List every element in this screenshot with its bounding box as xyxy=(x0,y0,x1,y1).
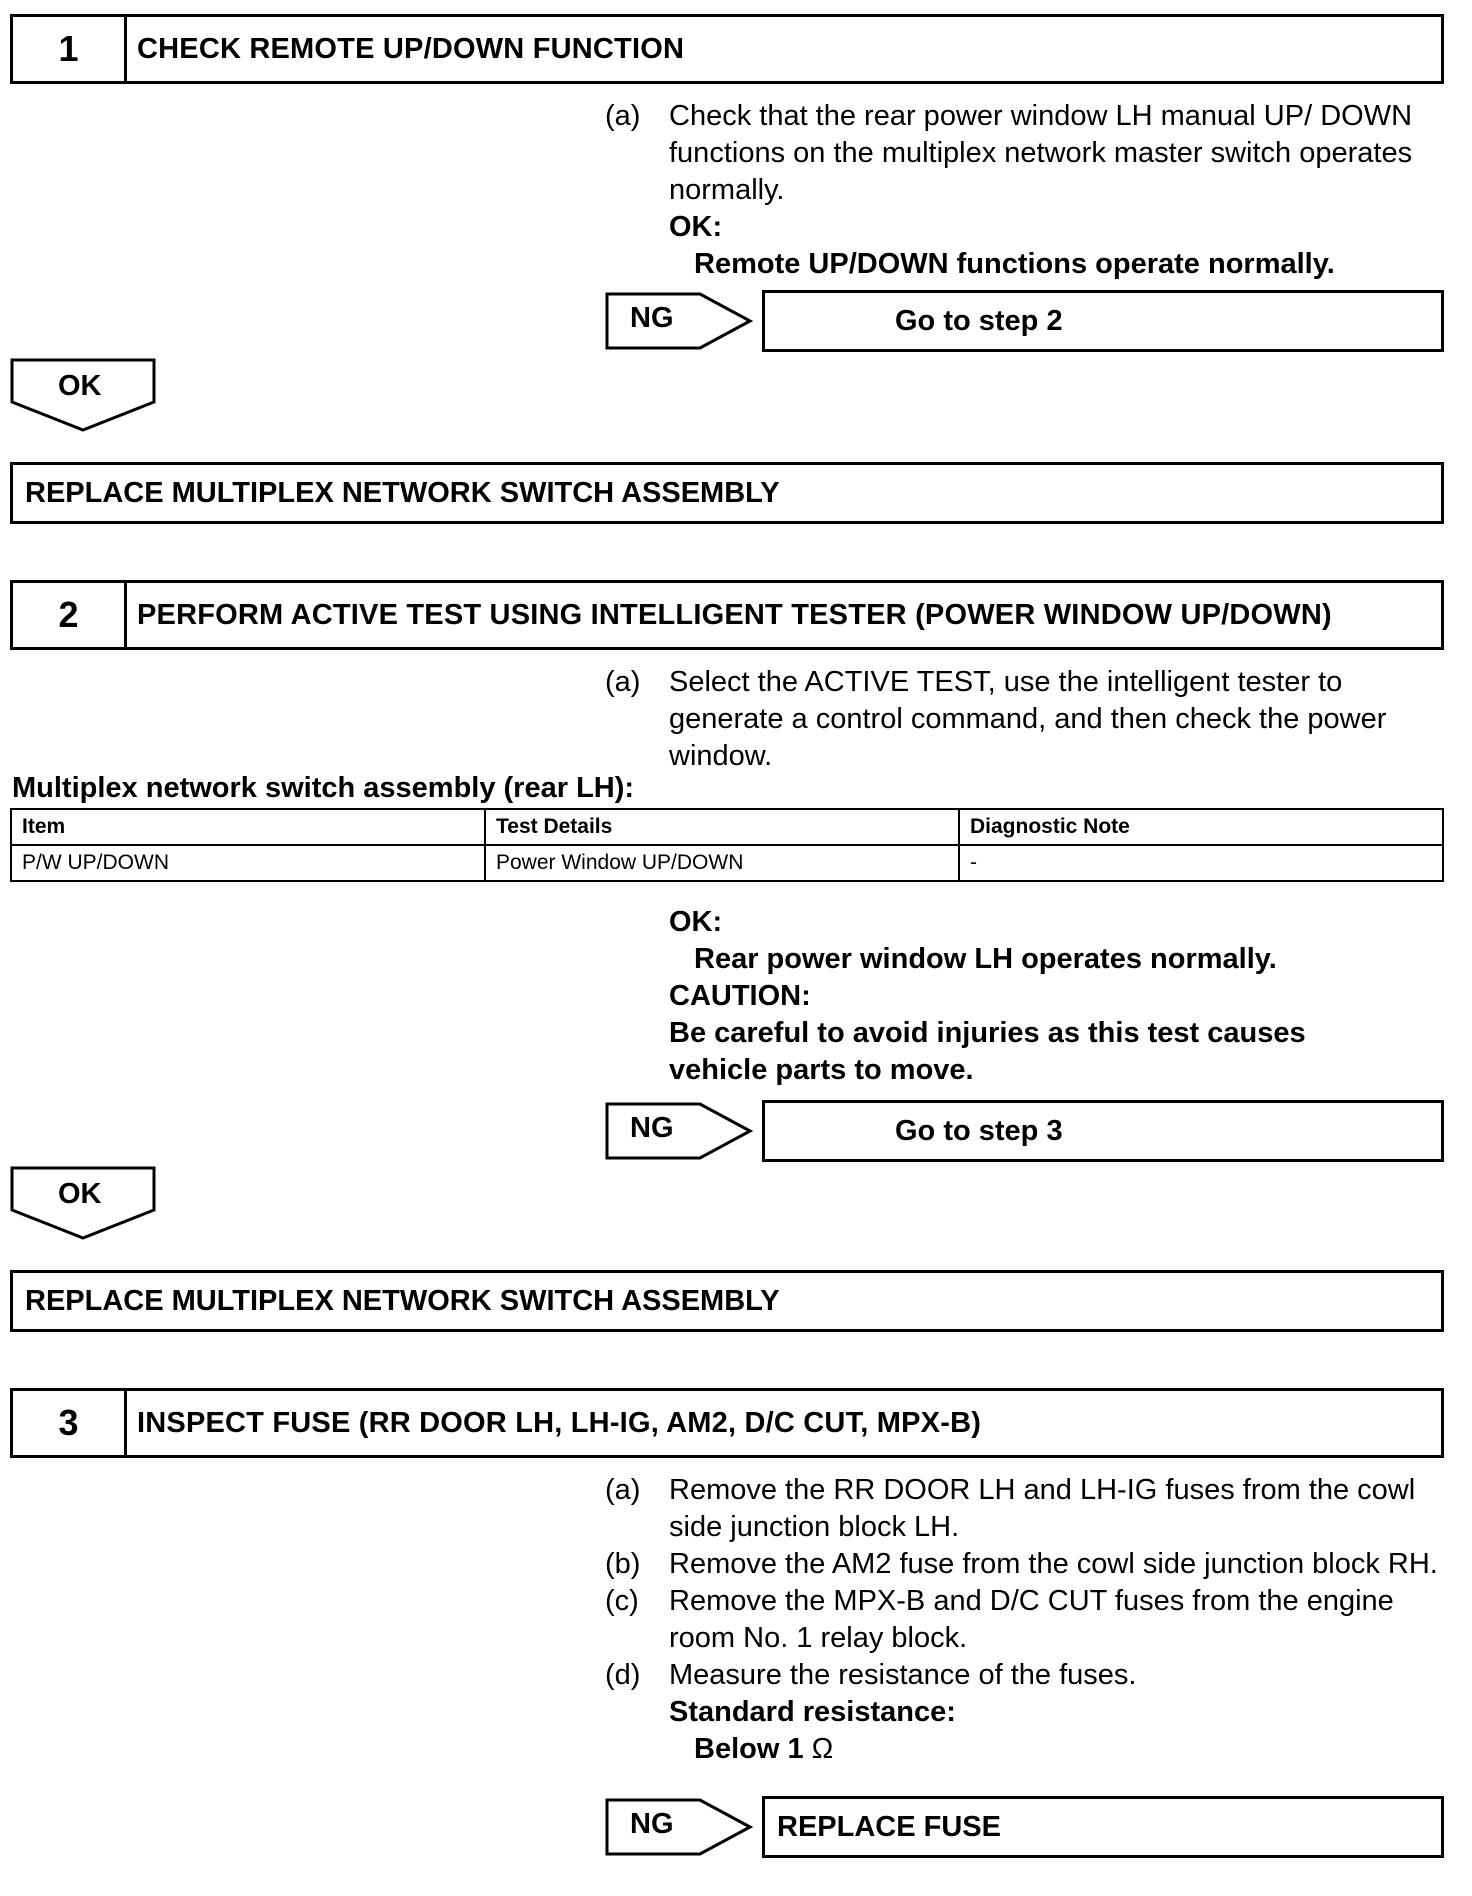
instruction-text: Remove the MPX-B and D/C CUT fuses from the engine room No. 1 relay block. xyxy=(669,1585,1394,1654)
caution-text: Be careful to avoid injuries as this test causes vehicle parts to move. xyxy=(669,1017,1306,1086)
ng-arrow-shape xyxy=(605,292,753,350)
standard-value: Below 1 xyxy=(694,1733,804,1765)
table-cell: Power Window UP/DOWN xyxy=(485,845,959,881)
caution-label: CAUTION: xyxy=(669,980,811,1012)
step-number: 2 xyxy=(13,583,127,647)
ng-label: NG xyxy=(630,302,674,334)
result-box: REPLACE MULTIPLEX NETWORK SWITCH ASSEMBLY xyxy=(10,462,1444,524)
table-header-cell: Diagnostic Note xyxy=(959,809,1443,845)
instruction-item xyxy=(605,1657,1445,1694)
ok-arrow xyxy=(10,358,156,432)
instruction-item xyxy=(605,1546,1445,1583)
table-row xyxy=(11,845,1443,881)
step-number: 1 xyxy=(13,17,127,81)
instruction-item xyxy=(605,1583,1445,1657)
step-2-results xyxy=(605,904,1445,1089)
instruction-marker: (a) xyxy=(605,666,641,698)
ok-arrow xyxy=(10,1166,156,1240)
ng-label: NG xyxy=(630,1112,674,1144)
instruction-marker: (c) xyxy=(605,1585,639,1617)
step-1-instructions xyxy=(605,98,1445,283)
step-3-instructions xyxy=(605,1472,1445,1768)
step-title: INSPECT FUSE (RR DOOR LH, LH-IG, AM2, D/C CUT, MPX-B) xyxy=(137,1406,982,1439)
table-cell: - xyxy=(959,845,1443,881)
step-2-header xyxy=(10,580,1444,650)
instruction-item xyxy=(605,1472,1445,1546)
standard-label: Standard resistance: xyxy=(669,1696,956,1728)
instruction-text: Measure the resistance of the fuses. xyxy=(669,1659,1137,1691)
instruction-marker: (d) xyxy=(605,1659,641,1691)
step-title: PERFORM ACTIVE TEST USING INTELLIGENT TESTER (POWER WINDOW UP/DOWN) xyxy=(137,598,1332,631)
instruction-text: Remove the RR DOOR LH and LH-IG fuses from the cowl side junction block LH. xyxy=(669,1474,1416,1543)
ng-arrow xyxy=(605,1798,753,1856)
ohm-unit: Ω xyxy=(811,1733,834,1765)
result-box: REPLACE MULTIPLEX NETWORK SWITCH ASSEMBLY xyxy=(10,1270,1444,1332)
step-1-header xyxy=(10,14,1444,84)
standard-value-line xyxy=(605,1731,1445,1768)
ng-arrow xyxy=(605,292,753,350)
ng-target-box: Go to step 2 xyxy=(762,290,1444,352)
ok-criteria-label: OK: xyxy=(669,906,723,938)
instruction-marker: (a) xyxy=(605,100,641,132)
instruction-marker: (b) xyxy=(605,1548,641,1580)
ng-label: NG xyxy=(630,1808,674,1840)
table-cell: P/W UP/DOWN xyxy=(11,845,485,881)
ok-label: OK xyxy=(58,370,102,402)
active-test-table xyxy=(10,808,1444,882)
instruction-text: Check that the rear power window LH manual UP/ DOWN functions on the multiplex network master switch operates normally. xyxy=(669,100,1413,206)
step-number: 3 xyxy=(13,1391,127,1455)
step-3-header xyxy=(10,1388,1444,1458)
instruction-marker: (a) xyxy=(605,1474,641,1506)
ng-arrow-shape xyxy=(605,1798,753,1856)
ng-target-box: Go to step 3 xyxy=(762,1100,1444,1162)
table-header-cell: Item xyxy=(11,809,485,845)
instruction-text: Remove the AM2 fuse from the cowl side junction block RH. xyxy=(669,1548,1438,1580)
ng-target-box: REPLACE FUSE xyxy=(762,1796,1444,1858)
ok-criteria-text: Remote UP/DOWN functions operate normally. xyxy=(694,248,1335,280)
ok-label: OK xyxy=(58,1178,102,1210)
instruction-text: Select the ACTIVE TEST, use the intelligent tester to generate a control command, and then check the power window. xyxy=(669,666,1387,772)
table-header-cell: Test Details xyxy=(485,809,959,845)
instruction-item xyxy=(605,664,1445,775)
instruction-item xyxy=(605,98,1445,209)
ng-arrow xyxy=(605,1102,753,1160)
table-caption: Multiplex network switch assembly (rear LH): xyxy=(12,772,635,804)
table-header-row xyxy=(11,809,1443,845)
ok-criteria-label: OK: xyxy=(669,211,723,243)
step-2-instructions xyxy=(605,664,1445,775)
ng-arrow-shape xyxy=(605,1102,753,1160)
ok-criteria-text: Rear power window LH operates normally. xyxy=(694,943,1277,975)
step-title: CHECK REMOTE UP/DOWN FUNCTION xyxy=(137,32,685,65)
